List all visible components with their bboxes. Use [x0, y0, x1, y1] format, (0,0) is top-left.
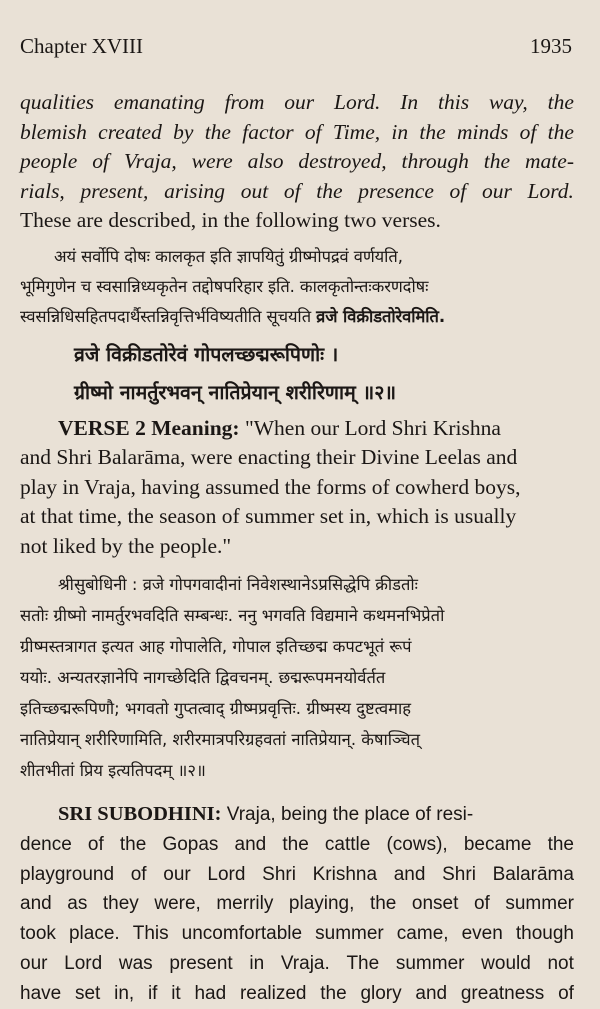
word: in [391, 119, 409, 144]
sanskrit-quote: व्रजे विक्रीडतोरेवमिति. [316, 306, 446, 326]
word: our [163, 863, 191, 885]
meaning-first-line [20, 414, 574, 444]
word: glory [360, 982, 402, 1004]
word: though [515, 923, 574, 945]
word: of [304, 119, 322, 144]
word: created [98, 119, 162, 144]
word: the [204, 119, 231, 144]
subodhini-line [20, 860, 574, 890]
word: The [346, 952, 380, 974]
word: of [92, 149, 109, 173]
word: of [130, 863, 147, 885]
subodhini-label: SRI SUBODHINI: [58, 803, 222, 825]
subodhini-line [20, 949, 574, 979]
word: took [20, 923, 56, 945]
word: of [449, 178, 467, 203]
word: Krishna [312, 863, 378, 885]
word: and [20, 893, 52, 915]
word: present [169, 952, 233, 974]
word: mate- [525, 149, 574, 173]
word: the [369, 893, 397, 915]
page-number: 1935 [530, 34, 572, 58]
word: rials, [20, 178, 65, 203]
subodhini-line [20, 830, 574, 860]
word: and [234, 833, 267, 855]
meaning-line: play in Vraja, having assumed the forms of cowherd boys, [20, 474, 521, 499]
subodhini-line [20, 919, 574, 949]
word: our [20, 952, 48, 974]
word: was [118, 952, 153, 974]
word: In [400, 90, 419, 114]
word: Lord [207, 863, 246, 885]
word: had [194, 982, 227, 1004]
word: have [20, 982, 62, 1004]
word: in [249, 952, 265, 974]
intro-paragraph [20, 88, 574, 206]
meaning-line: at that time, the season of summer set in, which is usually [20, 504, 517, 528]
word: also [247, 149, 284, 173]
word: our [481, 178, 512, 203]
word: onset [411, 893, 459, 915]
intro-line [20, 88, 574, 118]
word: not [547, 952, 574, 974]
subodhini-sanskrit-line: नातिप्रेयान् शरीरिणामिति, शरीरमात्रपरिग्रहवतां नातिप्रेयान्. केषाञ्चित् [20, 730, 420, 749]
page-header [20, 34, 572, 59]
subodhini-sanskrit-line: इतिच्छद्मरूपिणौ; भगवतो गुप्तत्वाद् ग्रीष्मप्रवृत्तिः. ग्रीष्मस्य दुष्टत्वमाह [20, 699, 412, 718]
word: blemish [20, 119, 87, 144]
word: playing, [288, 893, 355, 915]
word: dence [20, 833, 72, 855]
sanskrit-line-part: स्वसन्निधिसहितपदार्थैस्तन्निवृत्तिर्भविष्यतीति सूचयति [20, 306, 311, 326]
word: of [87, 833, 104, 855]
subodhini-sanskrit-line: श्रीसुबोधिनी : व्रजे गोपगवादीनां निवेशस्थानेऽप्रसिद्धेपि क्रीडतोः [58, 575, 419, 594]
word: and [415, 982, 448, 1004]
word: place. [68, 923, 120, 945]
word: destroyed, [298, 149, 387, 173]
word: factor [242, 119, 294, 144]
word: they [102, 893, 139, 915]
word: and [393, 863, 426, 885]
word: presence [358, 178, 434, 203]
meaning-line: and Shri Balarāma, were enacting their Divine Leelas and [20, 445, 518, 469]
word: of [283, 178, 301, 203]
word: Vraja. [280, 952, 330, 974]
verse-line-2: ग्रीष्मो नामर्तुरभवन् नातिप्रेयान् शरीरिणाम् ॥२॥ [74, 380, 397, 404]
sanskrit-intro [20, 242, 574, 332]
subodhini-line [20, 979, 574, 1009]
subodhini-sanskrit [20, 569, 574, 786]
word: qualities [20, 90, 95, 114]
word: way, [488, 90, 528, 114]
word: present, [80, 178, 149, 203]
subodhini-text: Vraja, being the place of resi- [226, 804, 474, 825]
word: our [284, 90, 315, 114]
word: through [401, 149, 469, 173]
subodhini-sanskrit-line: ग्रीष्मस्तत्रागत इत्यत आह गोपालेति, गोपाल इतिच्छद्म कपटभूतं रूपं [20, 637, 412, 656]
word: emanating [113, 90, 205, 114]
meaning-label: VERSE 2 Meaning: [58, 415, 240, 440]
word: arising [164, 178, 225, 203]
subodhini-sanskrit-line: ययोः. अन्यतरज्ञानेपि नागच्छेदिति द्विवचनम्. छद्मरूपमनयोर्वर्तत [20, 668, 386, 687]
word: (cows), [386, 833, 448, 855]
word: Gopas [162, 833, 219, 855]
word: were [191, 149, 233, 173]
word: if [147, 982, 158, 1004]
word: set [74, 982, 101, 1004]
word: the [320, 982, 347, 1004]
word: the [119, 833, 147, 855]
meaning-text: "When our Lord Shri Krishna [244, 415, 501, 440]
word: the [547, 119, 574, 144]
subodhini-sanskrit-line: सतोः ग्रीष्मो नामर्तुरभवदिति सम्बन्धः. ननु भगवति विद्यमाने कथमनभिप्रेतो [20, 606, 445, 625]
subodhini-line [20, 889, 574, 919]
verse-meaning [20, 414, 574, 562]
word: the [419, 119, 446, 144]
word: Shri [442, 863, 476, 885]
word: realized [239, 982, 307, 1004]
word: Lord. [527, 178, 574, 203]
word: the [282, 833, 309, 855]
intro-line [20, 147, 574, 177]
word: uncomfortable [181, 923, 303, 945]
word: the [547, 833, 574, 855]
subodhini-first-line [20, 800, 574, 830]
word: from [224, 90, 265, 114]
word: of [519, 119, 537, 144]
meaning-line: not liked by the people." [20, 533, 232, 558]
word: playground [20, 863, 115, 885]
word: the [483, 149, 511, 173]
word: This [132, 923, 169, 945]
word: were, [154, 893, 201, 915]
word: in, [114, 982, 135, 1004]
word: minds [456, 119, 509, 144]
word: summer [505, 893, 574, 915]
word: the [316, 178, 343, 203]
word: out [240, 178, 269, 203]
word: of [473, 893, 490, 915]
sanskrit-line [20, 302, 574, 332]
word: people [20, 149, 78, 173]
word: Balarāma [492, 863, 574, 885]
word: Lord [64, 952, 103, 974]
word: came, [396, 923, 449, 945]
word: by [173, 119, 194, 144]
subodhini-sanskrit-line: शीतभीतां प्रिय इत्यतिपदम् ॥२॥ [20, 761, 206, 780]
word: it [171, 982, 181, 1004]
subodhini-english [20, 800, 574, 1009]
word: merrily [216, 893, 274, 915]
intro-line [20, 177, 574, 207]
word: Vraja, [123, 149, 177, 173]
page-content [20, 88, 574, 1009]
word: of [558, 982, 574, 1004]
sanskrit-line: अयं सर्वोपि दोषः कालकृत इति ज्ञापयितुं ग्रीष्मोपद्रवं वर्णयति, [54, 246, 403, 266]
intro-last-line: These are described, in the following two verses. [20, 208, 441, 232]
verse-block [20, 336, 574, 412]
word: the [547, 90, 574, 114]
word: even [461, 923, 503, 945]
word: this [438, 90, 470, 114]
word: summer [395, 952, 465, 974]
intro-line [20, 118, 574, 148]
word: cattle [324, 833, 371, 855]
word: Shri [262, 863, 296, 885]
verse-line-1: व्रजे विक्रीडतोरेवं गोपलच्छद्मरूपिणोः । [74, 342, 339, 366]
word: summer [315, 923, 384, 945]
word: Lord. [333, 90, 381, 114]
word: became [463, 833, 532, 855]
sanskrit-line: भूमिगुणेन च स्वसान्निध्यकृतेन तद्दोषपरिहार इति. कालकृतोन्तःकरणदोषः [20, 276, 429, 296]
word: would [481, 952, 531, 974]
word: as [67, 893, 88, 915]
word: Time, [332, 119, 381, 144]
chapter-title: Chapter XVIII [20, 34, 144, 58]
word: greatness [460, 982, 545, 1004]
